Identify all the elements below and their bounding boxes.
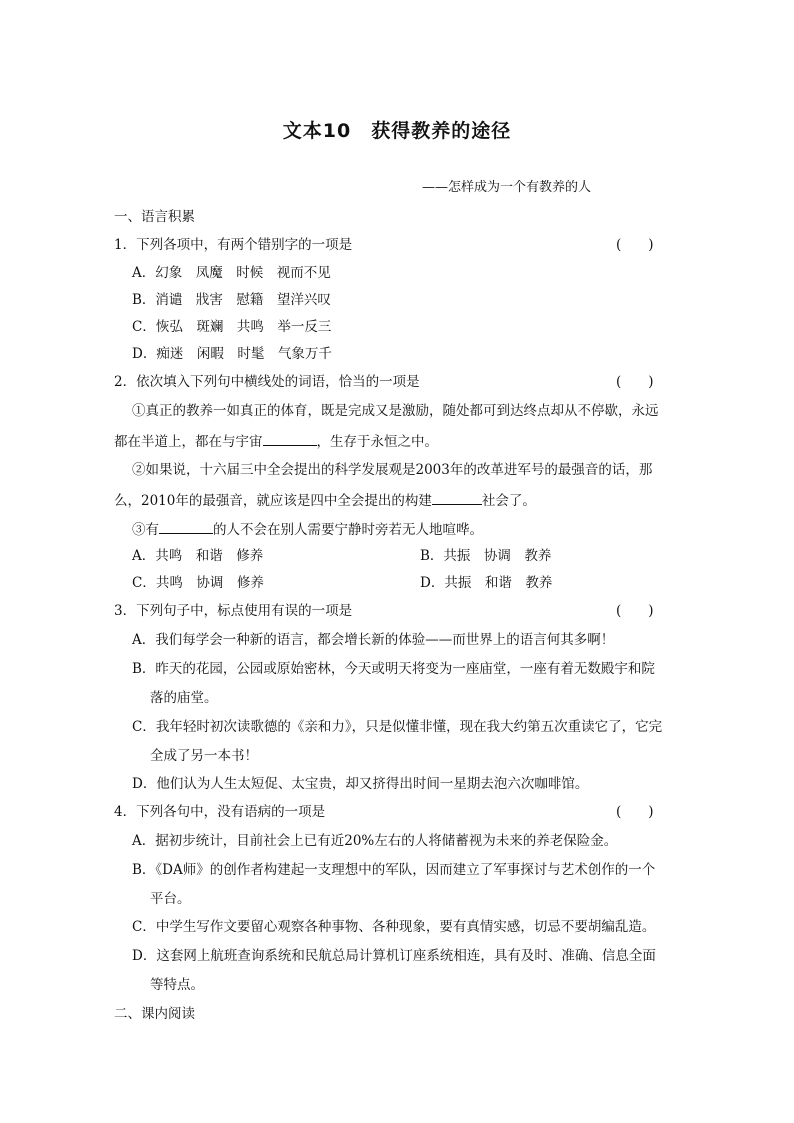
fill-blank [432,490,482,505]
question-1-option-c: C．恢弘 斑斓 共鸣 举一反三 [132,319,332,335]
question-1-stem: 1．下列各项中，有两个错别字的一项是 [114,237,353,253]
question-2-option-d: D．共振 和谐 教养 [420,575,553,591]
page-subtitle: ——怎样成为一个有教养的人 [422,180,592,195]
question-2-answer-paren: ( ) [616,374,654,390]
question-2-sentence-1: ①真正的教养一如真正的体育，既是完成又是激励，随处都可到达终点却从不停歇，永远 [132,403,659,419]
question-1-answer-paren: ( ) [616,237,654,253]
question-4-option-d: D．这套网上航班查询系统和民航总局计算机订座系统相连，具有及时、准确、信息全面 [132,948,656,964]
fill-blank [159,519,213,534]
question-1-option-b: B．消谴 戕害 慰籍 望洋兴叹 [132,292,331,308]
question-2-option-c: C．共鸣 协调 修养 [132,575,264,591]
question-4-answer-paren: ( ) [616,804,654,820]
page-title: 文本10 获得教养的途径 [282,120,512,142]
question-4-option-c: C．中学生写作文要留心观察各种事物、各种现象，要有真情实感，切忌不要胡编乱造。 [132,919,656,935]
question-4-stem: 4．下列各句中，没有语病的一项是 [114,804,326,820]
question-2-option-a: A．共鸣 和谐 修养 [132,548,264,564]
fill-blank [263,431,317,446]
question-3-option-b: B．昨天的花园，公园或原始密林，今天或明天将变为一座庙堂，一座有着无数殿宇和院 [132,661,655,677]
question-1-option-a: A．幻象 凤魔 时候 视而不见 [132,265,331,281]
question-3-option-d: D．他们认为人生太短促、太宝贵，却又挤得出时间一星期去泡六次咖啡馆。 [132,776,589,792]
question-3-option-a: A．我们每学会一种新的语言，都会增长新的体验——而世界上的语言何其多啊！ [132,632,615,648]
question-2-sentence-2: ②如果说，十六届三中全会提出的科学发展观是2003年的改革进军号的最强音的话，那 [132,462,653,478]
section-heading-1: 一、语言积累 [114,209,195,225]
question-4-option-b-cont: 平台。 [150,891,191,907]
question-3-option-c-cont: 全成了另一本书！ [150,748,258,764]
question-4-option-b: B．《DA师》的创作者构建起一支理想中的军队，因而建立了军事探讨与艺术创作的一个 [132,862,656,878]
question-2-sentence-3: ③有 的人不会在别人需要宁静时旁若无人地喧哗。 [132,519,483,539]
question-2-option-b: B．共振 协调 教养 [420,548,552,564]
question-3-option-b-cont: 落的庙堂。 [150,690,218,706]
question-4-option-a: A．据初步统计，目前社会上已有近20%左右的人将储蓄视为未来的养老保险金。 [132,833,618,849]
question-3-stem: 3．下列句子中，标点使用有误的一项是 [114,603,353,619]
question-3-answer-paren: ( ) [616,603,654,619]
question-2-sentence-1-cont: 都在半道上，都在与宇宙 ，生存于永恒之中。 [114,431,438,451]
question-2-sentence-2-cont: 么，2010年的最强音，就应该是四中全会提出的构建 社会了。 [114,490,536,510]
question-3-option-c: C．我年轻时初次读歌德的《亲和力》，只是似懂非懂，现在我大约第五次重读它了，它完 [132,719,663,735]
question-1-option-d: D．痴迷 闲暇 时髦 气象万千 [132,346,332,362]
question-2-stem: 2．依次填入下列句中横线处的词语，恰当的一项是 [114,374,420,390]
question-4-option-d-cont: 等特点。 [150,977,204,993]
section-heading-2: 二、课内阅读 [114,1006,195,1022]
